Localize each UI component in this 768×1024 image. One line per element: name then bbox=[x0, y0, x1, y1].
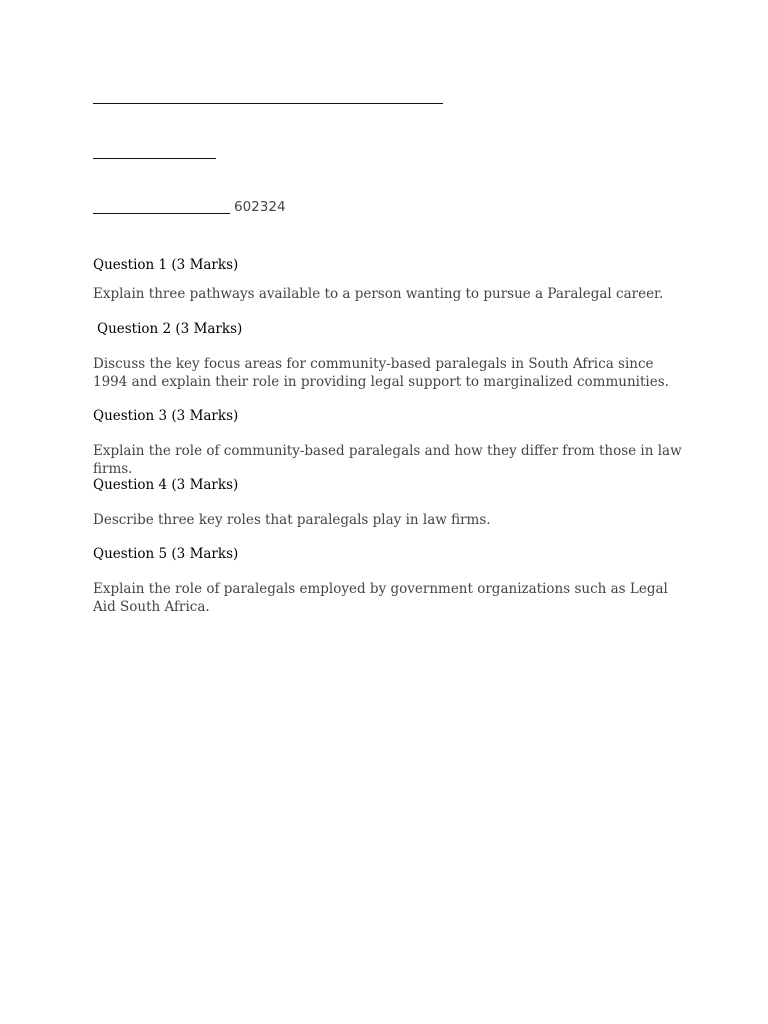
question-5-text: Explain the role of paralegals employed by government organizations such as Legal Aid South Africa. bbox=[93, 581, 668, 615]
question-2-heading: Question 2 (3 Marks) bbox=[97, 321, 243, 337]
surname-line bbox=[93, 158, 216, 159]
student-number: 602324 bbox=[234, 199, 286, 215]
question-3-heading: Question 3 (3 Marks) bbox=[93, 408, 239, 424]
question-4-text: Describe three key roles that paralegals play in law firms. bbox=[93, 512, 491, 528]
question-2-text: Discuss the key focus areas for community-based paralegals in South Africa since 1994 and explain their role in providing legal support to marginalized communities. bbox=[93, 356, 669, 390]
question-4-heading: Question 4 (3 Marks) bbox=[93, 477, 239, 493]
name-line bbox=[93, 103, 443, 104]
question-3-text: Explain the role of community-based paralegals and how they differ from those in law firms. bbox=[93, 443, 682, 477]
question-5-heading: Question 5 (3 Marks) bbox=[93, 546, 239, 562]
student-number-line bbox=[93, 213, 230, 214]
question-1-text: Explain three pathways available to a person wanting to pursue a Paralegal career. bbox=[93, 286, 664, 302]
question-1-heading: Question 1 (3 Marks) bbox=[93, 257, 239, 273]
